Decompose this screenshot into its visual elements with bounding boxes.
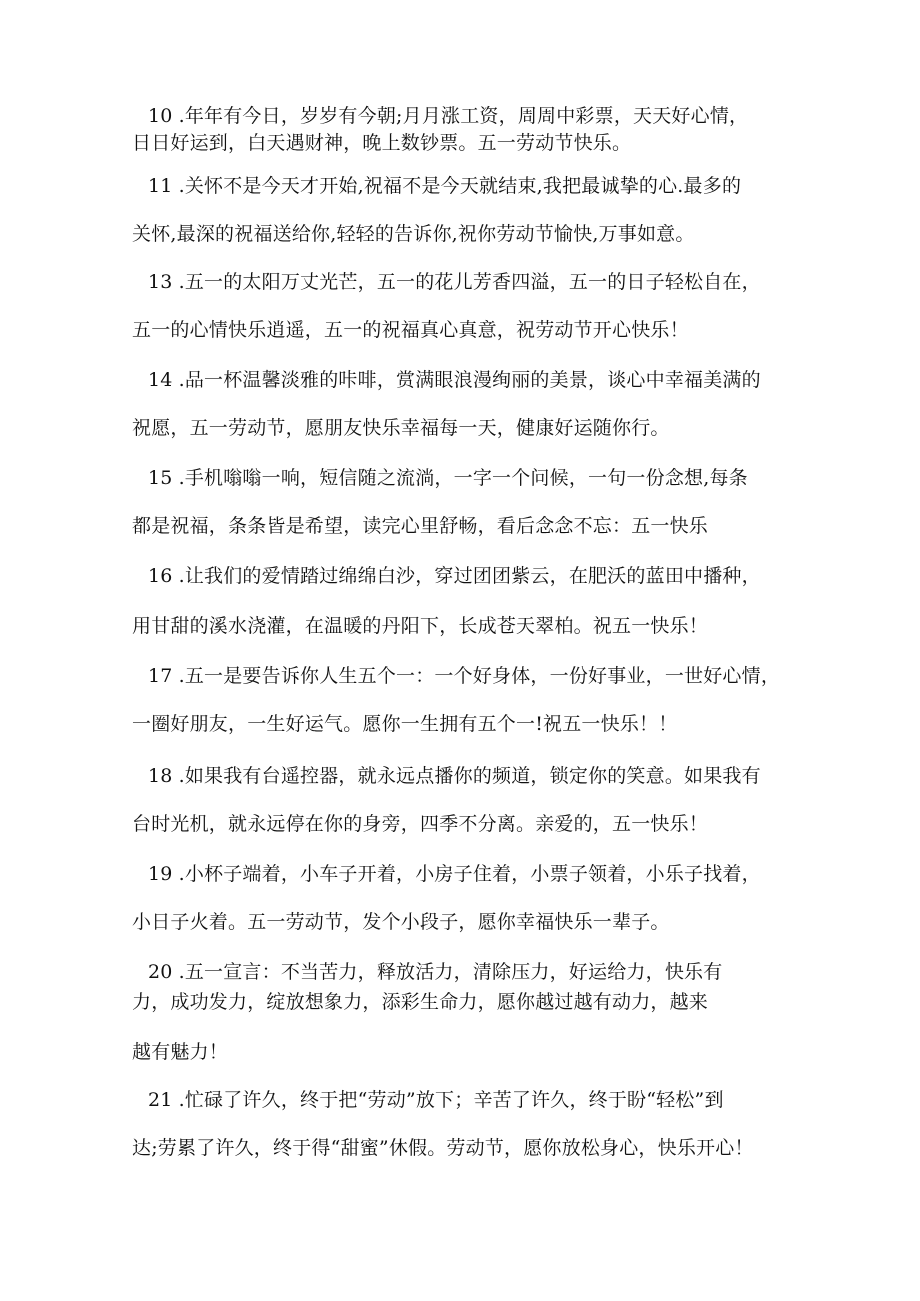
item-number: 19 <box>148 863 173 885</box>
item-text: .让我们的爱情踏过绵绵白沙，穿过团团紫云，在肥沃的蓝田中播种， <box>178 565 761 587</box>
item-20-line-3: 越有魅力！ <box>132 1041 229 1063</box>
item-10-line-2: 日日好运到，白天遇财神，晚上数钞票。五一劳动节快乐。 <box>132 132 632 154</box>
item-number: 21 <box>148 1089 173 1111</box>
item-text: .小杯子端着，小车子开着，小房子住着，小票子领着，小乐子找着， <box>178 863 761 885</box>
item-text: .品一杯温馨淡雅的咔啡，赏满眼浪漫绚丽的美景，谈心中幸福美满的 <box>178 369 761 391</box>
item-20-line-2: 力，成功发力，绽放想象力，添彩生命力，愿你越过越有动力，越来 <box>132 991 709 1013</box>
item-19-line-2: 小日子火着。五一劳动节，发个小段子，愿你幸福快乐一辈子。 <box>132 911 670 933</box>
item-number: 18 <box>148 765 173 787</box>
item-14-line-2: 祝愿，五一劳动节，愿朋友快乐幸福每一天，健康好运随你行。 <box>132 417 670 439</box>
item-16-line-2: 用甘甜的溪水浇灌，在温暖的丹阳下，长成苍天翠柏。祝五一快乐！ <box>132 615 709 637</box>
item-19-line-1 <box>148 862 761 886</box>
item-18-line-1 <box>148 764 761 788</box>
item-number: 17 <box>148 665 173 687</box>
item-21-line-2: 达;劳累了许久，终于得“甜蜜”休假。劳动节，愿你放松身心，快乐开心！ <box>132 1137 754 1159</box>
item-text: .如果我有台遥控器，就永远点播你的频道，锁定你的笑意。如果我有 <box>178 765 761 787</box>
item-number: 11 <box>148 175 173 197</box>
item-18-line-2: 台时光机，就永远停在你的身旁，四季不分离。亲爱的，五一快乐！ <box>132 813 709 835</box>
item-15-line-2: 都是祝福，条条皆是希望，读完心里舒畅，看后念念不忘：五一快乐 <box>132 515 709 537</box>
item-number: 10 <box>148 105 173 127</box>
item-number: 14 <box>148 369 173 391</box>
item-11-line-1 <box>148 174 741 198</box>
item-17-line-1 <box>148 664 780 688</box>
item-text: .忙碌了许久，终于把“劳动”放下；辛苦了许久，终于盼“轻松”到 <box>178 1089 724 1111</box>
item-text: .关怀不是今天才开始,祝福不是今天就结束,我把最诚挚的心.最多的 <box>178 175 742 197</box>
item-number: 15 <box>148 467 173 489</box>
item-10-line-1 <box>148 104 748 128</box>
item-13-line-2: 五一的心情快乐逍遥，五一的祝福真心真意，祝劳动节开心快乐！ <box>132 319 689 341</box>
item-text: .五一的太阳万丈光芒，五一的花儿芳香四溢，五一的日子轻松自在， <box>178 271 761 293</box>
item-number: 20 <box>148 961 173 983</box>
item-text: .手机嗡嗡一响，短信随之流淌，一字一个问候，一句一份念想,每条 <box>178 467 748 489</box>
item-number: 13 <box>148 271 173 293</box>
item-21-line-1 <box>148 1088 724 1112</box>
item-16-line-1 <box>148 564 761 588</box>
item-text: .五一宣言：不当苦力，释放活力，清除压力，好运给力，快乐有 <box>178 961 723 983</box>
item-number: 16 <box>148 565 173 587</box>
item-17-line-2: 一圈好朋友，一生好运气。愿你一生拥有五个一!祝五一快乐！！ <box>132 713 678 735</box>
item-11-line-2: 关怀,最深的祝福送给你,轻轻的告诉你,祝你劳动节愉快,万事如意。 <box>132 223 695 245</box>
item-13-line-1 <box>148 270 761 294</box>
item-15-line-1 <box>148 466 748 490</box>
item-text: .五一是要告诉你人生五个一：一个好身体，一份好事业，一世好心情， <box>178 665 781 687</box>
item-20-line-1 <box>148 960 722 984</box>
item-text: .年年有今日，岁岁有今朝;月月涨工资，周周中彩票，天天好心情， <box>178 105 749 127</box>
item-14-line-1 <box>148 368 761 392</box>
